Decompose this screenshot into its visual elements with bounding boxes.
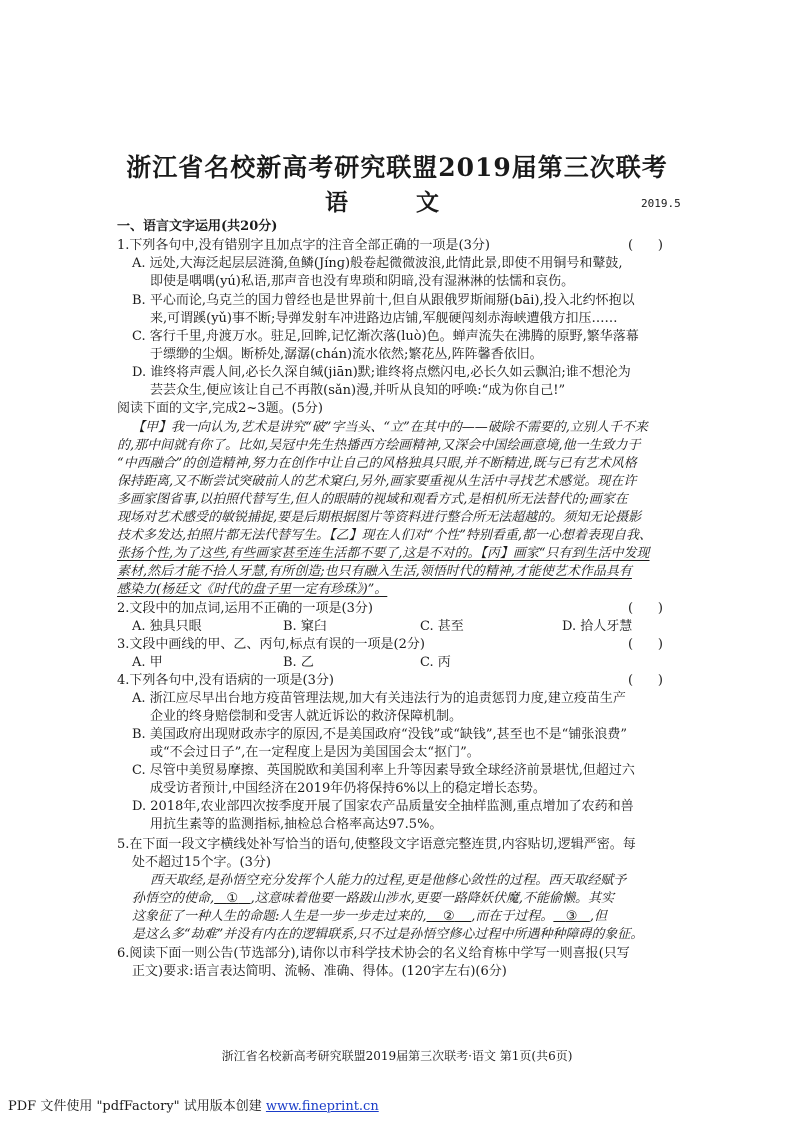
q3-option-a: A. 甲 (132, 655, 163, 670)
exam-title: 浙江省名校新高考研究联盟2019届第三次联考 (126, 153, 668, 182)
passage-line: 感染力(杨廷文《时代的盘子里一定有珍珠》)”。 (117, 582, 388, 597)
q1-option-b-line1: B. 平心而论,乌克兰的国力曾经也是世界前十,但自从跟俄罗斯闹掰(bāi),投入北约怀抱以 (132, 293, 635, 308)
section-heading: 一、语言文字运用(共20分) (117, 219, 278, 234)
q2-option-c: C. 甚至 (420, 619, 464, 634)
q2-option-a: A. 独具只眼 (132, 619, 202, 634)
q5-text-line (132, 890, 614, 908)
passage-line: 张扬个性,为了这些,有些画家甚至连生活都不要了,这是不对的。【丙】画家“只有到生活中发现 (117, 546, 650, 561)
q2-stem: 2.文段中的加点词,运用不正确的一项是(3分) (117, 601, 373, 616)
q4-option-b-line2: 或“不会过日子”,在一定程度上是因为美国国会太“抠门”。 (150, 745, 480, 760)
q4-option-c-line2: 成受访者预计,中国经济在2019年仍将保持6%以上的稳定增长态势。 (150, 781, 546, 796)
q1-option-a-line2: 即使是喁喁(yú)私语,那声音也没有卑琐和阴暗,没有湿淋淋的怯懦和哀伤。 (150, 274, 575, 289)
q1-option-c-line1: C. 客行千里,舟渡万水。驻足,回眸,记忆渐次落(luò)色。蝉声流失在沸腾的原野,繁华落幕 (132, 329, 639, 344)
q5-text-line (132, 908, 607, 926)
passage-intro: 阅读下面的文字,完成2~3题。(5分) (117, 401, 323, 416)
subject-title: 语 文 (324, 189, 469, 216)
blank-2 (427, 909, 472, 924)
q1-option-c-line2: 于缥缈的尘烟。断桥处,潺潺(chán)流水依然;繁花丛,阵阵馨香依旧。 (150, 347, 543, 362)
blank-1-number: ① (226, 891, 239, 906)
q1-option-d-line1: D. 谁终将声震人间,必长久深自缄(jiān)默;谁终将点燃闪电,必长久如云飘泊;谁不想沦为 (132, 365, 631, 380)
passage-line: “中西融合”的创造精神,努力在创作中让自己的风格独具只眼,并不断精进,既与已有艺术风格 (117, 456, 637, 471)
passage-line: 多画家图省事,以拍照代替写生,但人的眼睛的视域和观看方式,是相机所无法替代的;画家在 (117, 492, 628, 507)
q2-option-d: D. 拾人牙慧 (562, 619, 633, 634)
passage-line: 保持距离,又不断尝试突破前人的艺术窠臼,另外,画家要重视从生活中寻找艺术感觉。现在许 (117, 474, 637, 489)
q4-option-d-line2: 用抗生素等的监测指标,抽检总合格率高达97.5%。 (150, 817, 443, 832)
q2-answer-paren: ( ) (628, 601, 663, 616)
q3-option-c: C. 丙 (420, 655, 451, 670)
passage-line: 的,那中间就有你了。比如,吴冠中先生热播西方绘画精神,又深会中国绘画意境,他一生致力于 (117, 438, 641, 453)
q4-stem: 4.下列各句中,没有语病的一项是(3分) (117, 673, 334, 688)
q1-option-d-line2: 芸芸众生,便应该让自己不再散(sǎn)漫,并听从良知的呼唤:“成为你自己!” (150, 383, 566, 398)
q5-text-segment: 孙悟空的使命, (132, 891, 215, 906)
blank-3-number: ③ (565, 909, 578, 924)
q4-answer-paren: ( ) (628, 673, 663, 688)
q5-text-line: 西天取经,是孙悟空充分发挥个人能力的过程,更是他修心敛性的过程。西天取经赋予 (150, 873, 627, 888)
q2-option-b: B. 窠臼 (283, 619, 327, 634)
q3-option-b: B. 乙 (283, 655, 314, 670)
blank-1 (214, 891, 250, 906)
q1-option-b-line2: 来,可谓蹊(yǔ)事不断;导弹发射车冲进路边店铺,军舰硬闯刻赤海峡遭俄方扣压…… (150, 311, 618, 326)
q4-option-d-line1: D. 2018年,农业部四次按季度开展了国家农产品质量安全抽样监测,重点增加了农药和兽 (132, 799, 634, 814)
blank-2-number: ② (443, 909, 455, 924)
q3-answer-paren: ( ) (628, 637, 663, 652)
exam-date: 2019.5 (641, 197, 681, 210)
q5-stem-line2: 处不超过15个字。(3分) (132, 855, 271, 870)
blank-3 (553, 909, 589, 924)
q5-text-segment: ,而在于过程。 (471, 909, 554, 924)
passage-line: 【甲】我一向认为,艺术是讲究“破”字当头、“立”在其中的——破除不需要的,立别人千不来 (132, 420, 648, 435)
q4-option-a-line1: A. 浙江应尽早出台地方疫苗管理法规,加大有关违法行为的追责惩罚力度,建立疫苗生产 (132, 691, 626, 706)
q3-stem: 3.文段中画线的甲、乙、丙句,标点有误的一项是(2分) (117, 637, 425, 652)
q4-option-c-line1: C. 尽管中美贸易摩擦、英国脱欧和美国利率上升等因素导致全球经济前景堪忧,但超过六 (132, 763, 635, 778)
q4-option-b-line1: B. 美国政府出现财政赤字的原因,不是美国政府“没钱”或“缺钱”,甚至也不是“铺张浪费” (132, 727, 627, 742)
passage-line: 现场对艺术感受的敏锐捕捉,要是后期根据图片等资料进行整合所无法超越的。须知无论摄影 (117, 510, 642, 525)
fineprint-link[interactable]: www.fineprint.cn (265, 1099, 379, 1114)
q6-stem-line2: 正文)要求:语言表达简明、流畅、准确、得体。(120字左右)(6分) (132, 964, 507, 979)
passage-line: 素材,然后才能不拾人牙慧,有所创造;也只有融入生活,领悟时代的精神,才能使艺术作品具有 (117, 564, 632, 579)
q1-stem: 1.下列各句中,没有错别字且加点字的注音全部正确的一项是(3分) (117, 238, 490, 253)
pdf-note-text: PDF 文件使用 "pdfFactory" 试用版本创建 (8, 1099, 266, 1114)
passage-line: 技术多发达,拍照片都无法代替写生。【乙】现在人们对“个性”特别看重,都一心想着表现自我、 (117, 528, 653, 543)
q6-stem-line1: 6.阅读下面一则公告(节选部分),请你以市科学技术协会的名义给育栋中学写一则喜报(只写 (117, 946, 630, 961)
pdf-creator-note (8, 1095, 379, 1114)
q5-text-segment: 这象征了一种人生的命题:人生是一步一步走过来的, (132, 909, 427, 924)
q1-option-a-line1: A. 远处,大海泛起层层涟漪,鱼鳞(Jínɡ)般卷起微微波浪,此情此景,即使不用铜号和鼙鼓, (132, 256, 623, 271)
q5-text-segment: ,但 (589, 909, 607, 924)
page-footer: 浙江省名校新高考研究联盟2019届第三次联考·语文 第1页(共6页) (221, 1049, 573, 1063)
q4-option-a-line2: 企业的终身赔偿制和受害人就近诉讼的救济保障机制。 (150, 709, 463, 724)
q5-text-segment: ,这意味着他要一路跋山涉水,更要一路降妖伏魔,不能偷懒。其实 (250, 891, 615, 906)
q5-text-line: 是这么多“劫难”并没有内在的逻辑联系,只不过是孙悟空修心过程中所遇种种障碍的象征。 (132, 927, 644, 942)
q5-stem-line1: 5.在下面一段文字横线处补写恰当的语句,使整段文字语意完整连贯,内容贴切,逻辑严密。每 (117, 837, 636, 852)
q1-answer-paren: ( ) (628, 238, 663, 253)
